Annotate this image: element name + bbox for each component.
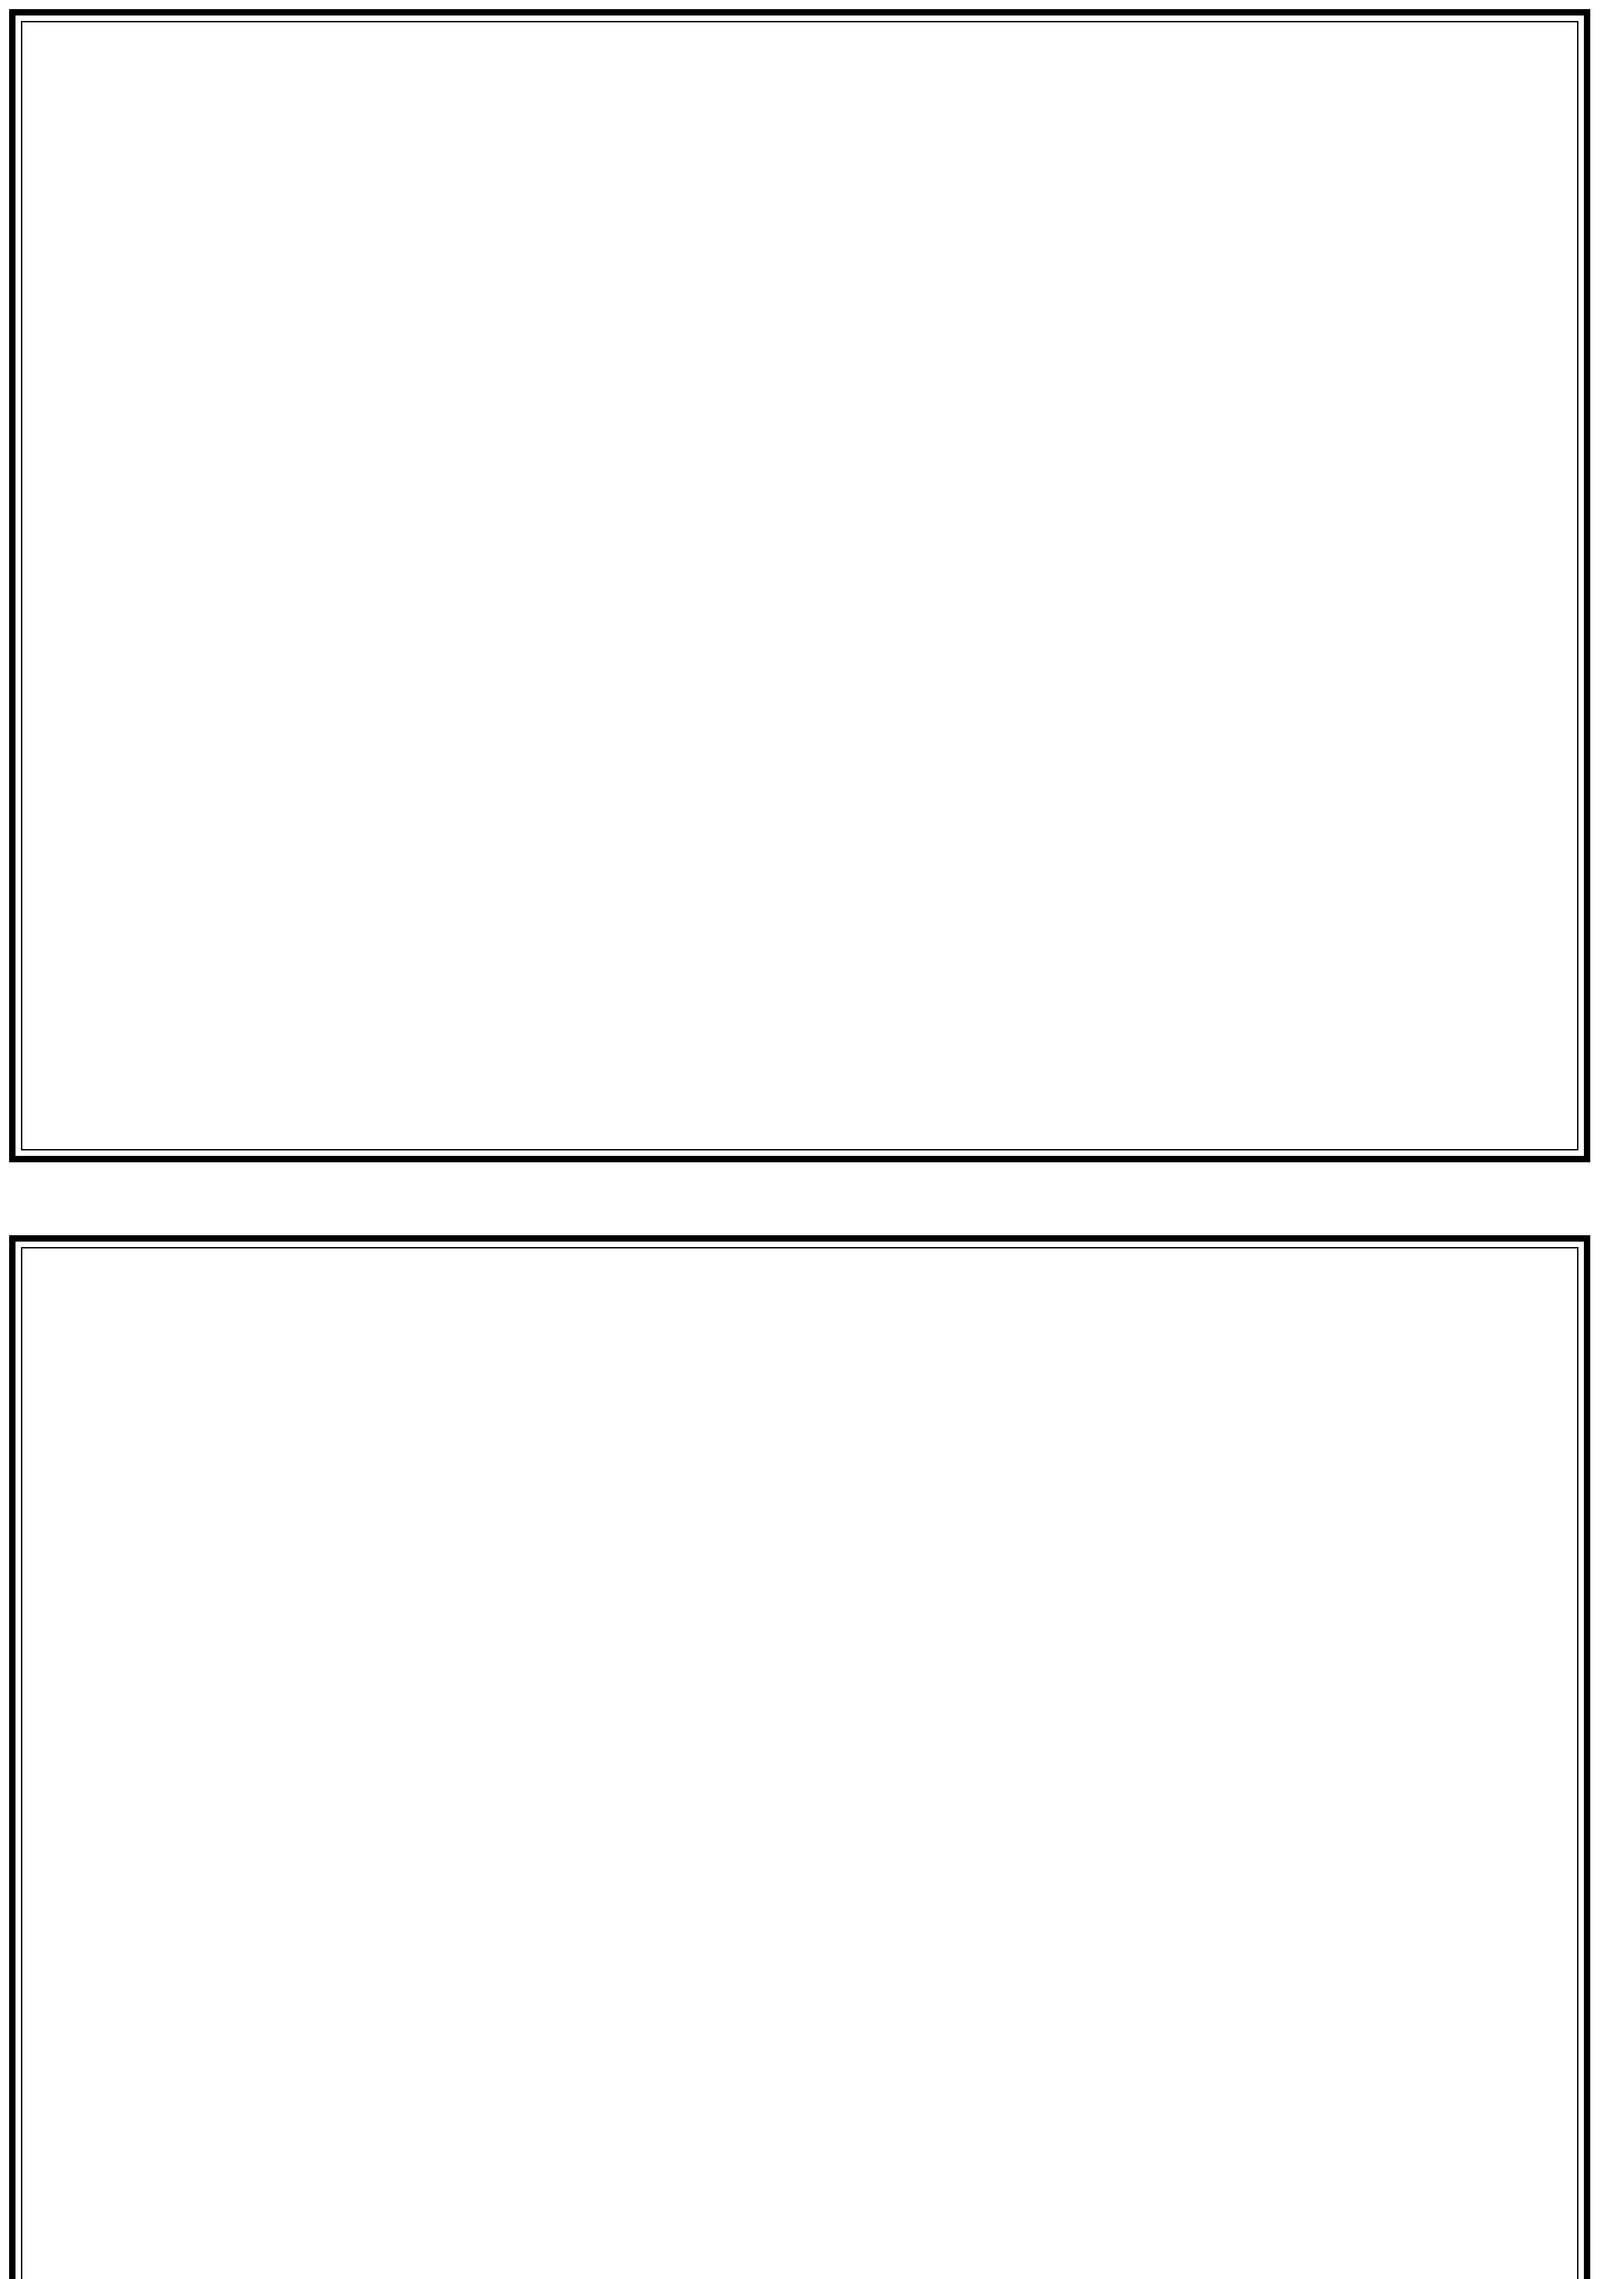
upper-page-frame (21, 21, 1578, 1150)
upper-page-columns (22, 22, 1577, 1149)
lower-page-columns (22, 1248, 1577, 2279)
lower-page-frame (21, 1247, 1578, 2279)
upper-page (9, 9, 1590, 1162)
lower-page (9, 1235, 1590, 2279)
